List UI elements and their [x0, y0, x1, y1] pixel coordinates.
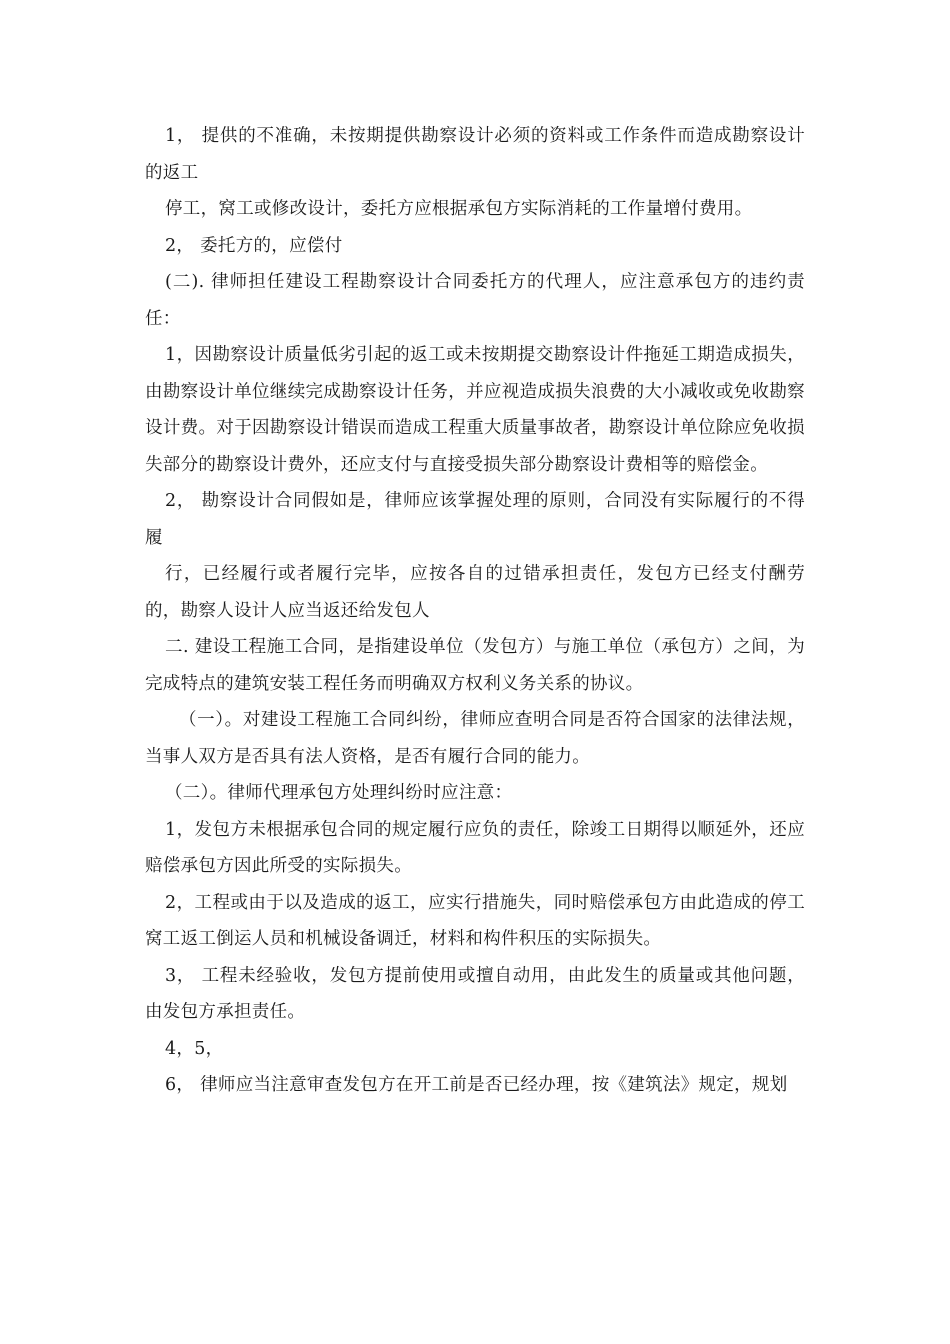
document-body: [145, 118, 805, 1104]
paragraph-10: （二）。律师代理承包方处理纠纷时应注意：: [165, 783, 513, 803]
paragraph-9: （一）。对建设工程施工合同纠纷，律师应查明合同是否符合国家的法律法规，当事人双方是否具有法人资格，是否有履行合同的能力。: [145, 710, 805, 767]
paragraph-5: 1，因勘察设计质量低劣引起的返工或未按期提交勘察设计件拖延工期造成损失，由勘察设计单位继续完成勘察设计任务，并应视造成损失浪费的大小减收或免收勘察设计费。对于因勘察设计错误而造成工程重大质量事故者，勘察设计单位除应免收损失部分的勘察设计费外，还应支付与直接受损失部分勘察设计费相等的赔偿金。: [145, 345, 805, 475]
paragraph-8: 二. 建设工程施工合同，是指建设单位（发包方）与施工单位（承包方）之间，为完成特点的建筑安装工程任务而明确双方权利义务关系的协议。: [145, 637, 805, 694]
paragraph-7: 行，已经履行或者履行完毕，应按各自的过错承担责任，发包方已经支付酬劳的，勘察人设计人应当返还给发包人: [145, 564, 805, 621]
paragraph-1: 1， 提供的不准确，未按期提供勘察设计必须的资料或工作条件而造成勘察设计的返工: [145, 126, 805, 183]
paragraph-12: 2，工程或由于以及造成的返工，应实行措施失，同时赔偿承包方由此造成的停工窝工返工倒运人员和机械设备调迁，材料和构件积压的实际损失。: [145, 892, 805, 949]
paragraph-2: 停工，窝工或修改设计，委托方应根据承包方实际消耗的工作量增付费用。: [165, 199, 753, 219]
paragraph-6: 2， 勘察设计合同假如是，律师应该掌握处理的原则，合同没有实际履行的不得履: [145, 491, 805, 548]
paragraph-15: 6， 律师应当注意审查发包方在开工前是否已经办理，按《建筑法》规定，规划: [165, 1075, 788, 1095]
paragraph-3: 2， 委托方的，应偿付: [165, 235, 343, 256]
paragraph-13: 3， 工程未经验收，发包方提前使用或擅自动用，由此发生的质量或其他问题，由发包方承担责任。: [145, 965, 805, 1022]
paragraph-4: (二). 律师担任建设工程勘察设计合同委托方的代理人，应注意承包方的违约责任：: [145, 272, 805, 329]
paragraph-14: 4，5，: [165, 1038, 224, 1059]
paragraph-11: 1，发包方未根据承包合同的规定履行应负的责任，除竣工日期得以顺延外，还应赔偿承包方因此所受的实际损失。: [145, 819, 805, 876]
